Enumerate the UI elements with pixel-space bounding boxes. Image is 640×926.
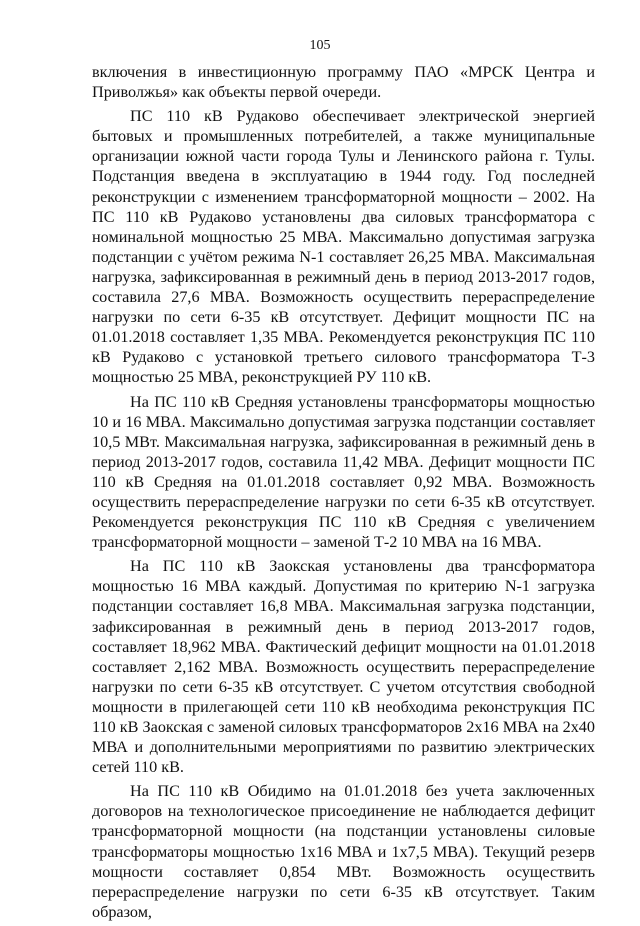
paragraph-zaokskaya: На ПС 110 кВ Заокская установлены два трансформатора мощностью 16 МВА каждый. Допустимая по критерию N-1 загрузка подстанции составляет 16,8 МВА. Максимальная загрузка подстанции, зафиксированная в режимный день в период 2013-2017 годов, составляет 18,962 МВА. Фактический дефицит мощности на 01.01.2018 составляет 2,162 МВА. Возможность осуществить перераспределение нагрузки по сети 6-35 кВ отсутствует. С учетом отсутствия свободной мощности в прилегающей сети 110 кВ необходима реконструкция ПС 110 кВ Заокская с заменой силовых трансформаторов 2х16 МВА на 2х40 МВА и дополнительными мероприятиями по развитию электрических сетей 110 кВ.	[92, 557, 595, 777]
paragraph-srednyaya: На ПС 110 кВ Средняя установлены трансформаторы мощностью 10 и 16 МВА. Максимально допустимая загрузка подстанции составляет 10,5 МВт. Максимальная нагрузка, зафиксированная в режимный день в период 2013-2017 годов, составила 11,42 МВА. Дефицит мощности ПС 110 кВ Средняя на 01.01.2018 составляет 0,92 МВА. Возможность осуществить перераспределение нагрузки по сети 6-35 кВ отсутствует. Рекомендуется реконструкция ПС 110 кВ Средняя с увеличением трансформаторной мощности – заменой Т-2 10 МВА на 16 МВА.	[92, 392, 595, 552]
paragraph-obidimo: На ПС 110 кВ Обидимо на 01.01.2018 без учета заключенных договоров на технологическое присоединение не наблюдается дефицит трансформаторной мощности (на подстанции установлены силовые трансформаторы мощностью 1х16 МВА и 1х7,5 МВА). Текущий резерв мощности составляет 0,854 МВт. Возможность осуществить перераспределение нагрузки по сети 6-35 кВ отсутствует. Таким образом,	[92, 782, 595, 921]
paragraph-continuation: включения в инвестиционную программу ПАО «МРСК Центра и Приволжья» как объекты первой очереди.	[92, 63, 595, 102]
body-text	[92, 62, 595, 926]
paragraph-rudakovo: ПС 110 кВ Рудаково обеспечивает электрической энергией бытовых и промышленных потребителей, а также муниципальные организации южной части города Тулы и Ленинского района г. Тулы. Подстанция введена в эксплуатацию в 1944 году. Год последней реконструкции с изменением трансформаторной мощности – 2002. На ПС 110 кВ Рудаково установлены два силовых трансформатора с номинальной мощностью 25 МВА. Максимально допустимая загрузка подстанции с учётом режима N-1 составляет 26,25 МВА. Максимальная нагрузка, зафиксированная в режимный день в период 2013-2017 годов, составила 27,6 МВА. Возможность осуществить перераспределение нагрузки по сети 6-35 кВ отсутствует. Дефицит мощности ПС на 01.01.2018 составляет 1,35 МВА. Рекомендуется реконструкция ПС 110 кВ Рудаково с установкой третьего силового трансформатора Т-3 мощностью 25 МВА, реконструкцией РУ 110 кВ.	[92, 107, 595, 387]
page-number: 105	[309, 38, 331, 53]
